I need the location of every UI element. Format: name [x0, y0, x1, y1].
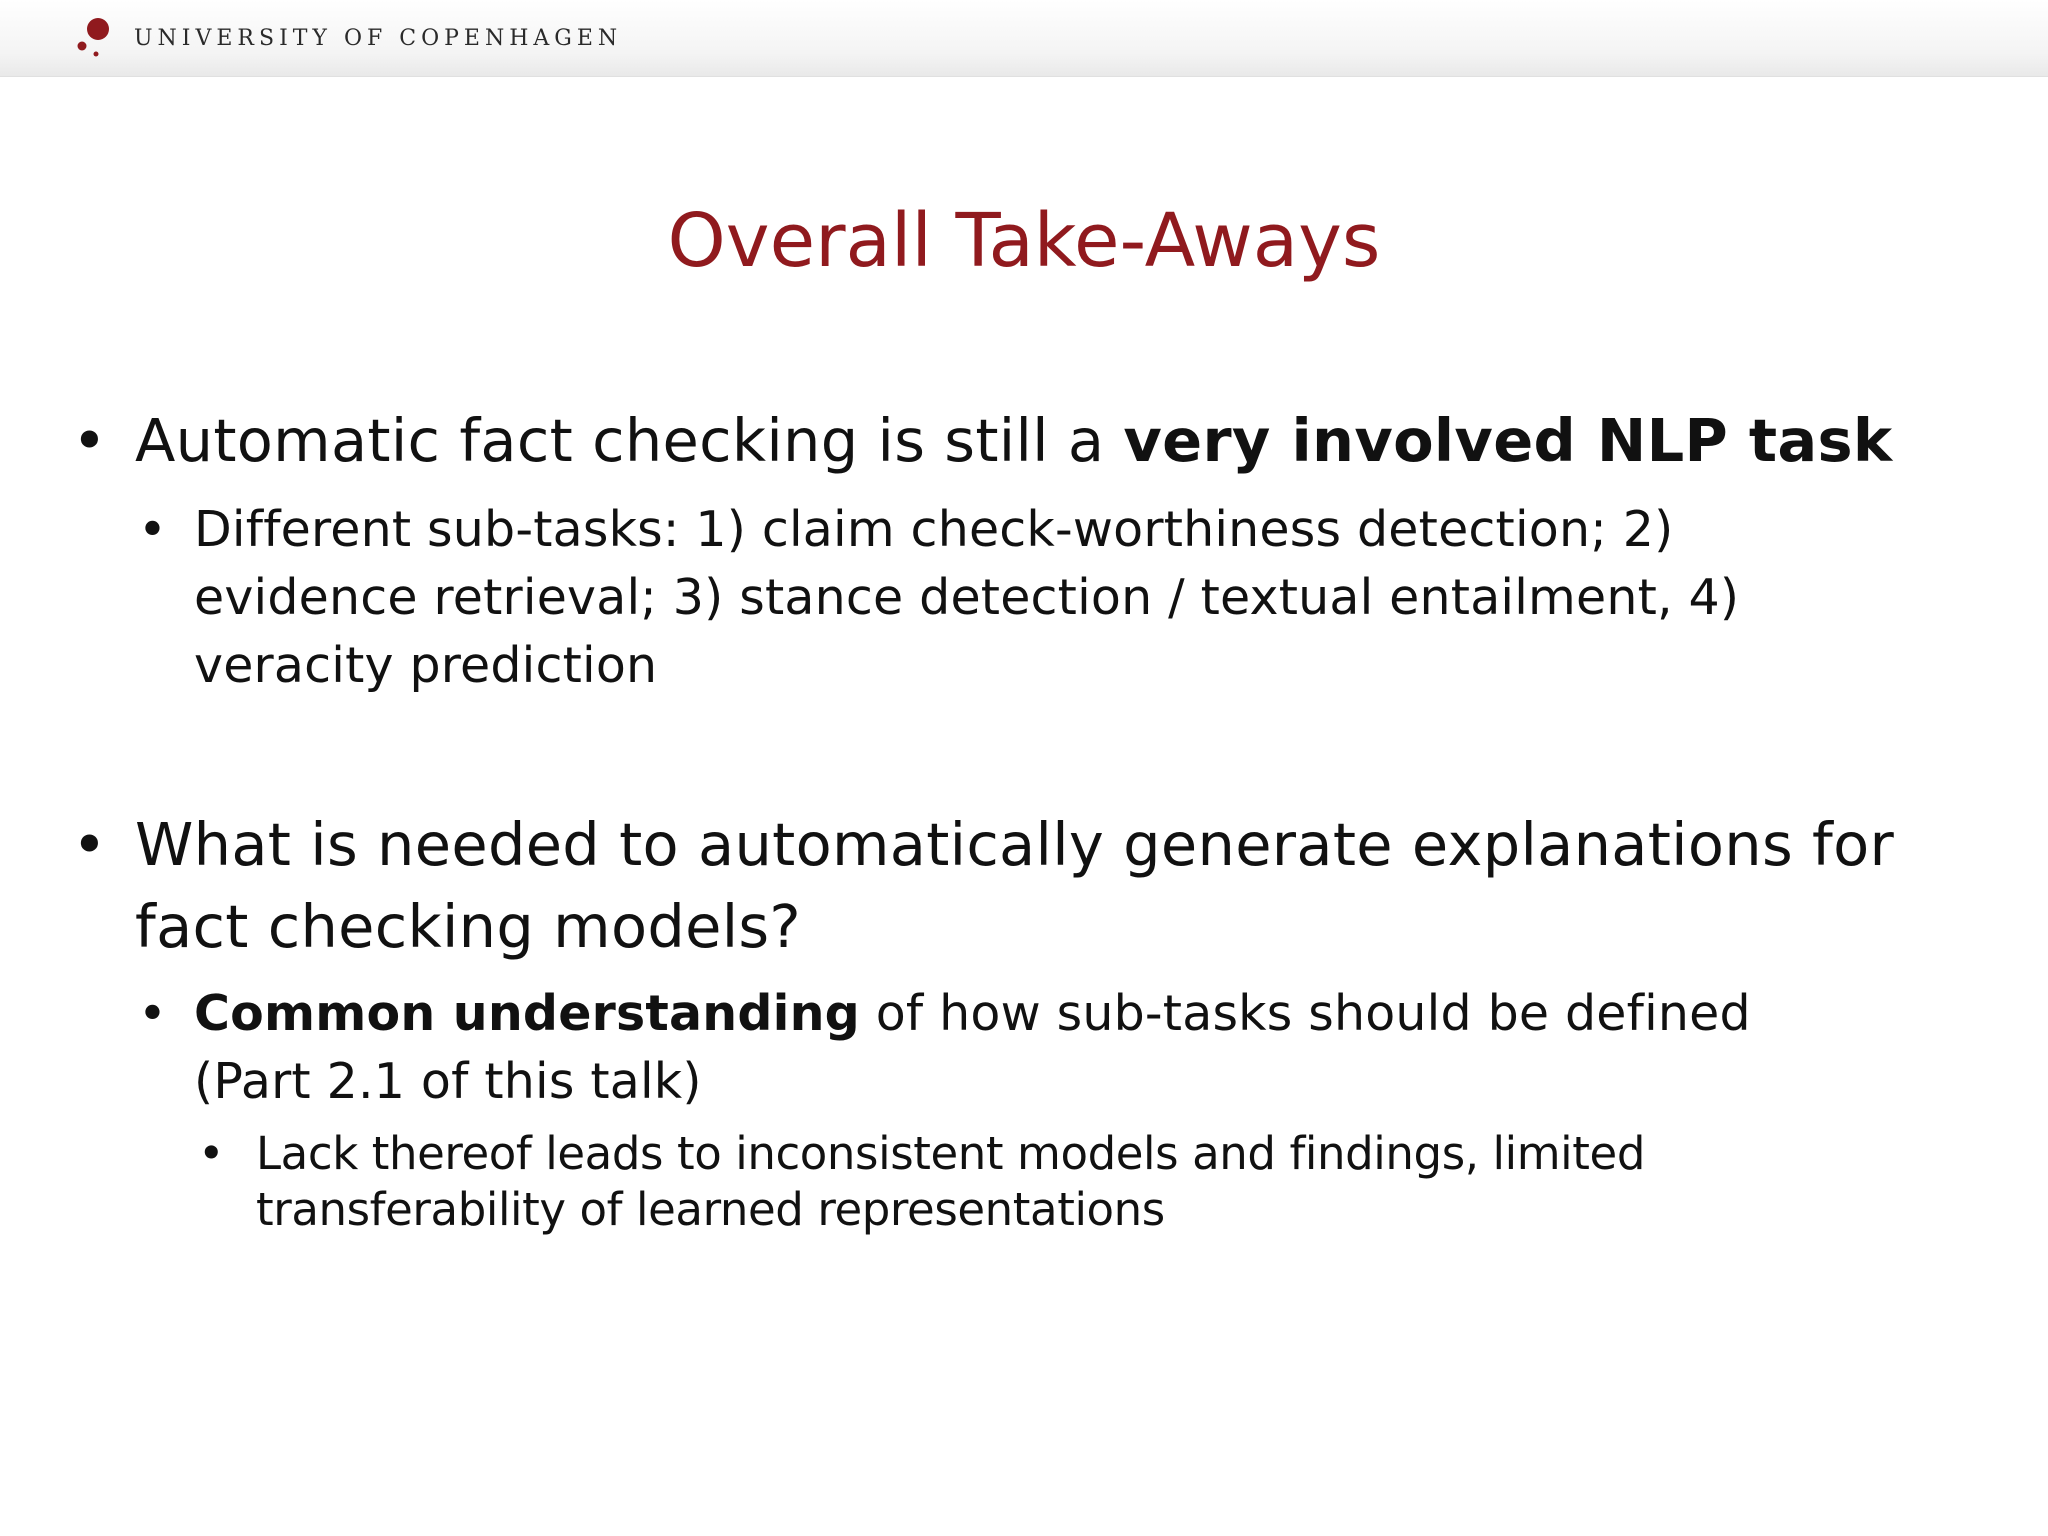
bullet2-line1: What is needed to automatically generate explanations for [135, 810, 1895, 879]
bullet2-sub-line2: (Part 2.1 of this talk) [194, 1053, 702, 1110]
bullet2-sub-plain-text: of how sub-tasks should be defined [859, 985, 1751, 1042]
bullet-level2 [138, 496, 167, 564]
bullet1-sub-line3: veracity prediction [194, 637, 658, 694]
slide-title: Overall Take-Aways [667, 198, 1381, 284]
bullet-dot-icon: • [138, 501, 168, 558]
bullet-level1 [72, 804, 107, 886]
bullet2-subsub-line1: Lack thereof leads to inconsistent models and findings, limited [256, 1127, 1645, 1180]
bullet1-sub-line1: Different sub-tasks: 1) claim check-worthiness detection; 2) [194, 501, 1674, 558]
bullet-level2 [138, 980, 167, 1048]
bullet-dot-icon: • [198, 1127, 225, 1180]
bullet-dot-icon: • [138, 985, 168, 1042]
bullet1-text [135, 400, 1892, 482]
bullet-dot-icon: • [72, 406, 108, 475]
bullet-dot-icon: • [72, 810, 108, 879]
bullet1-sub-line2: evidence retrieval; 3) stance detection / textual entailment, 4) [194, 569, 1740, 626]
bullet-level3 [198, 1126, 224, 1182]
bullet1-bold-text: very involved NLP task [1123, 406, 1893, 475]
slide-header [0, 0, 2048, 77]
university-logo-icon [74, 16, 114, 60]
bullet2-line2: fact checking models? [135, 892, 802, 961]
bullet2-subsub-line2: transferability of learned representations [256, 1183, 1165, 1236]
university-name: UNIVERSITY OF COPENHAGEN [134, 26, 623, 51]
bullet2-sub-bold-text: Common understanding [194, 985, 860, 1042]
bullet1-plain-text: Automatic fact checking is still a [135, 406, 1124, 475]
bullet2-sub-line1 [194, 980, 1751, 1048]
bullet-level1 [72, 400, 107, 482]
